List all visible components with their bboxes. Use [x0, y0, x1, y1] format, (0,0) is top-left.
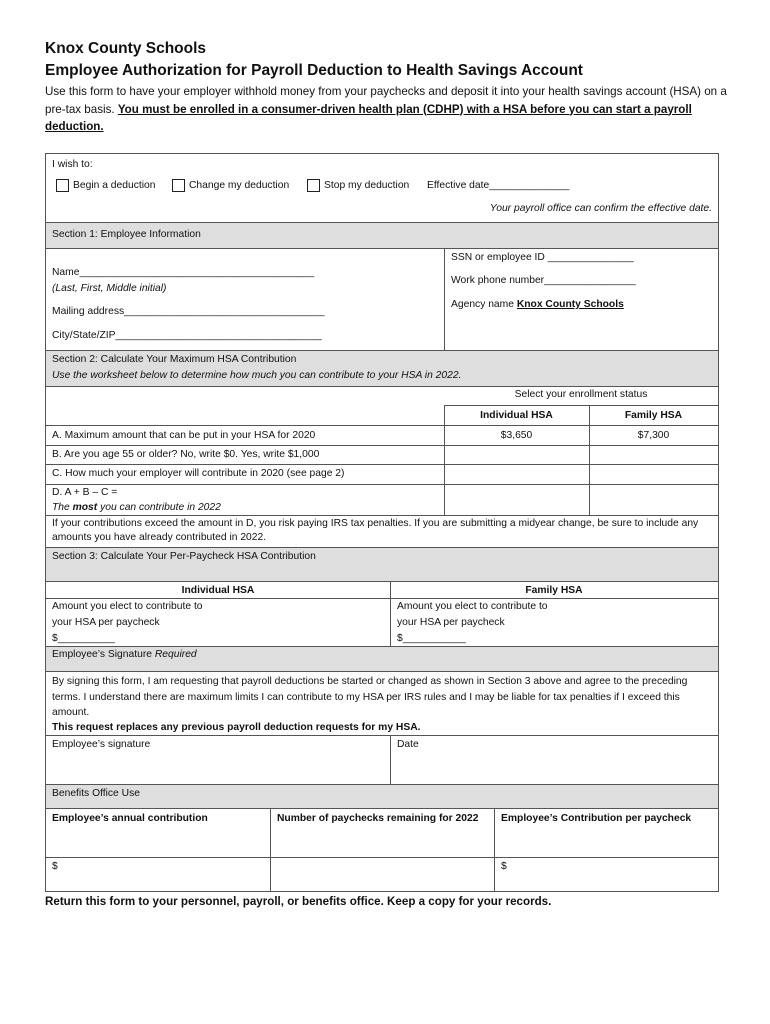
rule — [45, 598, 719, 599]
row-a-individual: $3,650 — [500, 430, 533, 441]
enrollment-status-label: Select your enrollment status — [514, 389, 648, 400]
name-hint: (Last, First, Middle initial) — [52, 283, 167, 294]
table-border-right — [718, 153, 719, 892]
rule — [45, 484, 719, 485]
benefits-header-bg — [46, 784, 718, 808]
rule — [45, 386, 719, 387]
signature-section-title — [52, 648, 197, 662]
rule — [45, 464, 719, 465]
rule — [45, 515, 719, 516]
row-a-family: $7,300 — [637, 430, 670, 441]
replace-note: This request replaces any previous payroll deduction requests for my HSA. — [52, 722, 421, 733]
row-a-label: A. Maximum amount that can be put in your HSA for 2020 — [52, 430, 316, 441]
rule — [45, 222, 719, 223]
stop-deduction-label: Stop my deduction — [324, 180, 410, 191]
row-b-label: B. Are you age 55 or older? No, write $0. Yes, write $1,000 — [52, 449, 320, 460]
rule — [45, 735, 719, 736]
org-name: Knox County Schools — [45, 40, 207, 57]
city-state-zip-field[interactable]: City/State/ZIP____________________________________ — [52, 330, 322, 341]
signature-statement: By signing this form, I am requesting that payroll deductions be started or changed as shown in Section 3 above and agree to the preceding terms. I understand there are maximum limits I can contribute to my HSA per IRS rules and I may be liable for tax penalties if I exceed this amount. — [52, 676, 688, 718]
signature-title: Employee’s Signature — [52, 649, 152, 660]
individual-elect-line1: Amount you elect to contribute to — [52, 601, 203, 612]
rule — [45, 350, 719, 351]
section3-title: Section 3: Calculate Your Per-Paycheck HSA Contribution — [52, 551, 316, 562]
annual-contribution-header: Employee’s annual contribution — [52, 813, 208, 824]
mailing-address-field[interactable]: Mailing address___________________________________ — [52, 306, 325, 317]
begin-deduction-label: Begin a deduction — [73, 180, 156, 191]
benefits-title: Benefits Office Use — [52, 788, 140, 799]
divider — [270, 808, 271, 892]
family-hsa-header: Family HSA — [624, 410, 683, 421]
section1-title: Section 1: Employee Information — [52, 229, 201, 240]
individual-hsa-header: Individual HSA — [480, 410, 553, 421]
row-d-label: D. A + B – C = — [52, 487, 118, 498]
rule — [45, 784, 719, 785]
rule — [45, 857, 719, 858]
change-deduction-checkbox[interactable] — [172, 179, 185, 192]
name-field[interactable]: Name_________________________________________ — [52, 267, 315, 278]
row-d-note — [52, 501, 221, 515]
individual-amount-field[interactable]: $__________ — [52, 633, 115, 644]
effective-date-field[interactable]: Effective date______________ — [427, 180, 570, 191]
employee-signature-field[interactable]: Employee’s signature — [52, 739, 151, 750]
section2-title: Section 2: Calculate Your Maximum HSA Contribution — [52, 354, 297, 365]
table-border-left — [45, 153, 46, 892]
rule — [45, 425, 719, 426]
return-instructions: Return this form to your personnel, payroll, or benefits office. Keep a copy for your records. — [45, 895, 552, 908]
row-d-note-pre: The — [52, 502, 73, 513]
rule — [45, 248, 719, 249]
divider — [444, 248, 445, 350]
rule — [444, 405, 719, 406]
form-title: Employee Authorization for Payroll Deduction to Health Savings Account — [45, 62, 583, 79]
agency-name — [451, 298, 624, 312]
rule — [45, 808, 719, 809]
rule — [45, 671, 719, 672]
divider — [494, 808, 495, 892]
row-d-note-post: you can contribute in 2022 — [97, 502, 221, 513]
wish-label: I wish to: — [52, 159, 93, 170]
row-d-note-bold: most — [72, 502, 98, 513]
stop-deduction-checkbox[interactable] — [307, 179, 320, 192]
rule — [45, 547, 719, 548]
section3-family-header: Family HSA — [525, 585, 583, 596]
divider — [390, 735, 391, 784]
family-elect-line2: your HSA per paycheck — [397, 617, 505, 628]
intro-paragraph — [45, 83, 735, 136]
per-paycheck-value[interactable]: $ — [501, 861, 507, 872]
section2-subtitle: Use the worksheet below to determine how much you can contribute to your HSA in 2022. — [52, 370, 462, 381]
individual-elect-line2: your HSA per paycheck — [52, 617, 160, 628]
agency-value: Knox County Schools — [516, 299, 624, 310]
intro-text: Use this form to have your employer withhold money from your paychecks and deposit it into your health savings account (HSA) on a pre-tax basis. — [45, 85, 727, 116]
paychecks-remaining-header: Number of paychecks remaining for 2022 — [277, 813, 479, 824]
rule — [45, 581, 719, 582]
table-border-top — [45, 153, 719, 154]
begin-deduction-checkbox[interactable] — [56, 179, 69, 192]
signature-date-field[interactable]: Date — [397, 739, 419, 750]
signature-required-flag: Required — [154, 649, 197, 660]
effective-date-note: Your payroll office can confirm the effective date. — [489, 203, 712, 214]
work-phone-field[interactable]: Work phone number________________ — [451, 275, 636, 286]
row-c-label: C. How much your employer will contribute in 2020 (see page 2) — [52, 468, 345, 479]
rule — [45, 445, 719, 446]
agency-label: Agency name — [451, 299, 517, 310]
rule — [45, 646, 719, 647]
annual-contribution-value[interactable]: $ — [52, 861, 58, 872]
section3-individual-header: Individual HSA — [181, 585, 255, 596]
intro-requirement: You must be enrolled in a consumer-driven health plan (CDHP) with a HSA before you can start a payroll deduction. — [45, 102, 692, 133]
contribution-warning: If your contributions exceed the amount in D, you risk paying IRS tax penalties. If you are submitting a midyear change, be sure to include any amounts you have already contributed in 2022. — [52, 518, 699, 543]
contribution-per-paycheck-header: Employee’s Contribution per paycheck — [501, 813, 692, 824]
family-amount-field[interactable]: $___________ — [397, 633, 466, 644]
family-elect-line1: Amount you elect to contribute to — [397, 601, 548, 612]
ssn-field[interactable]: SSN or employee ID _______________ — [451, 252, 634, 263]
table-border-bottom — [45, 891, 719, 892]
change-deduction-label: Change my deduction — [189, 180, 290, 191]
